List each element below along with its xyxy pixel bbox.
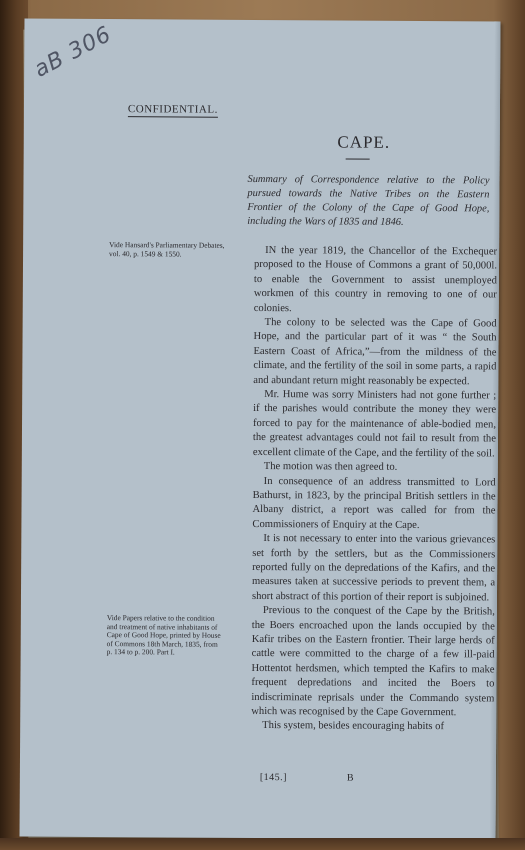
paragraph: In consequence of an address transmitted to Lord Bathurst, in 1823, by the principal British settlers in the Albany district, a report was called for from the Commissioners of Enquiry at the Cape.	[252, 475, 496, 531]
margin-note-papers: Vide Papers relative to the condition and treatment of native inhabitants of Cape of Good Hope, printed by House of Commons 18th March, 1835, from p. 134 to p. 200. Part I.	[106, 613, 221, 657]
paragraph: Previous to the conquest of the Cape by the British, the Boers encroached upon the lands occupied by the Kafir tribes on the Eastern frontier. Their large herds of cattle were committed to the charge of a few ill-paid Hottentot herdsmen, which tempted the Kafirs to make frequent depredations and incited the Boers to indiscriminate reprisals under the Commando system which was recognised by the Cape Government.	[251, 605, 495, 719]
margin-note-hansard: Vide Hansard's Parliamentary Debates, vol. 40, p. 1549 & 1550.	[109, 240, 225, 259]
summary-heading: Summary of Correspondence relative to the Policy pursued towards the Native Tribes on the Eastern Frontier of the Colony of the Cape of Good Hope, including the Wars of 1835 and 1846.	[247, 173, 490, 228]
paragraph: The colony to be selected was the Cape of Good Hope, and the particular part of it was “ the South Eastern Coast of Africa,”—from the mildness of the climate, and the fertility of the soil in some parts, a rapid and abundant return might reasonably be expected.	[253, 317, 497, 387]
document-page	[20, 19, 501, 840]
paragraph: This system, besides encouraging habits of	[262, 720, 445, 733]
folder-cover-bottom	[0, 838, 525, 850]
body-text	[251, 244, 497, 735]
footer-number: [145.]	[259, 772, 288, 784]
paragraph: Mr. Hume was sorry Ministers had not gone further ; if the parishes would contribute the money they were forced to pay for the maintenance of able-bodied men, the greatest advantages could not fail to result from the excellent climate of the Cape, and the fertility of the soil.	[252, 389, 497, 460]
page-title: CAPE.	[337, 132, 391, 152]
paragraph: IN the year 1819, the Chancellor of the Exchequer proposed to the House of Commons a grant of 50,000l. to enable the Government to assist unemployed workmen of this country in removing to one of our colonies.	[253, 245, 498, 314]
confidential-label: CONFIDENTIAL.	[127, 103, 218, 116]
paragraph: It is not necessary to enter into the various grievances set forth by the settlers, but as the Commissioners reported fully on the depredations of the Kafirs, and the measures taken at successive periods to prevent them, a short abstract of this portion of their report is subjoined.	[251, 533, 496, 604]
title-rule	[346, 159, 370, 160]
pencil-annotation: aB 306	[30, 21, 116, 83]
paragraph: The motion was then agreed to.	[263, 461, 398, 473]
footer-signature-letter: B	[346, 772, 354, 784]
